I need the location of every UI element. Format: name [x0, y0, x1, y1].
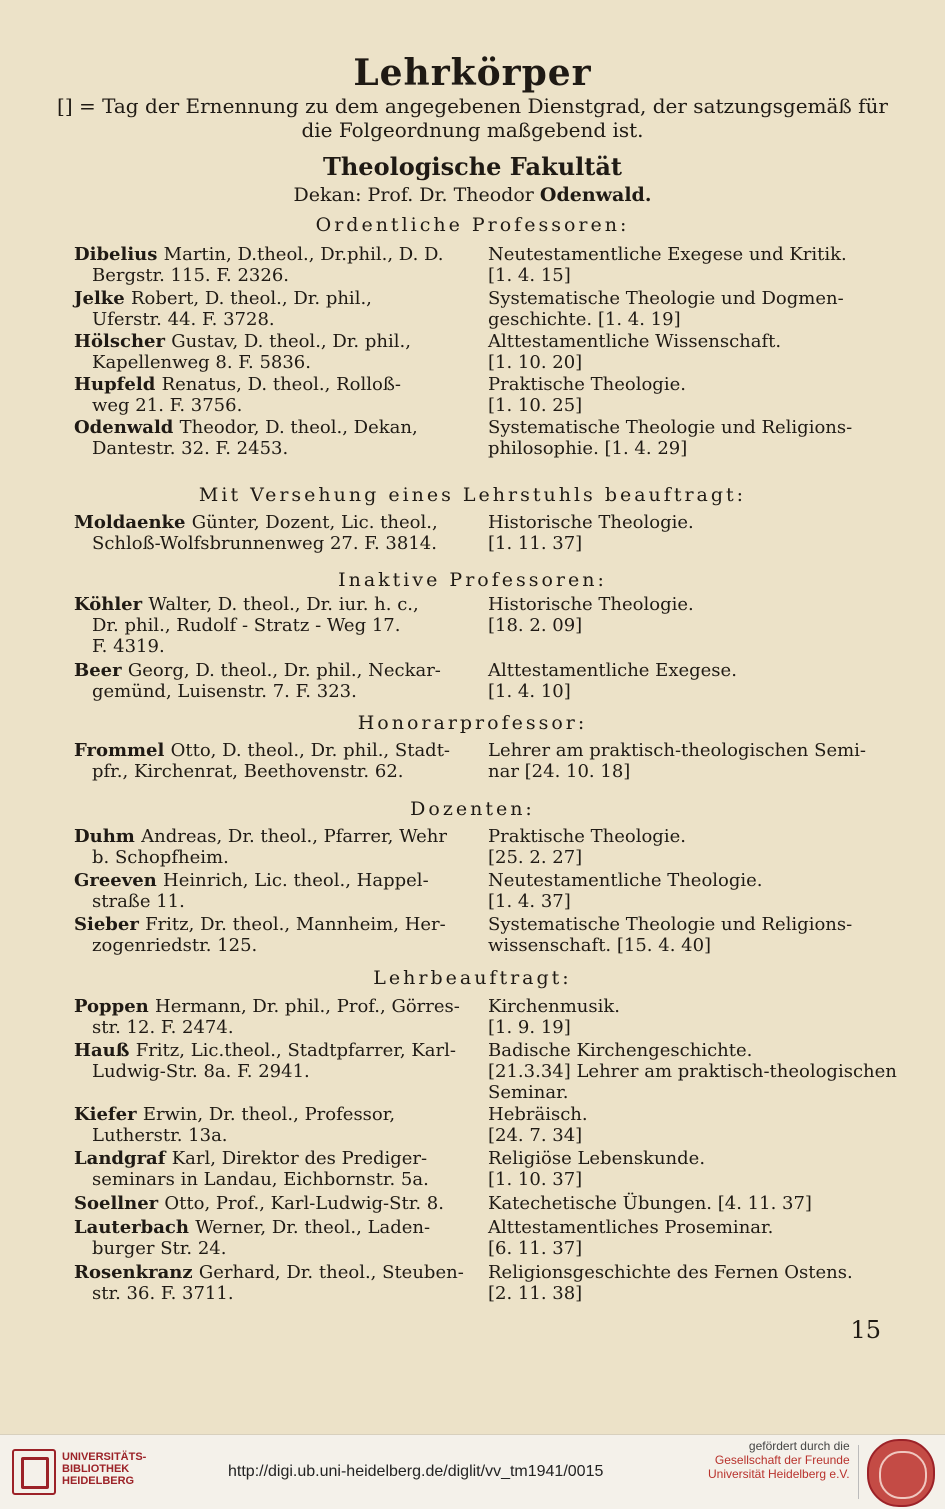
- entry-person: Hauß Fritz, Lic.theol., Stadtpfarrer, Karl- Ludwig-Str. 8a. F. 2941.: [74, 1040, 456, 1082]
- page-title: Lehrkörper: [353, 52, 592, 94]
- entry-subject: Kirchenmusik. [1. 9. 19]: [488, 996, 621, 1038]
- entry-subject: Historische Theologie. [18. 2. 09]: [488, 594, 694, 636]
- entry-subject: Neutestamentliche Exegese und Kritik. [1. 4. 15]: [488, 244, 847, 286]
- entry-surname: Duhm: [74, 826, 142, 847]
- entry-subject: Praktische Theologie. [25. 2. 27]: [488, 826, 686, 868]
- university-seal-icon[interactable]: [867, 1439, 935, 1507]
- library-name[interactable]: UNIVERSITÄTS- BIBLIOTHEK HEIDELBERG: [62, 1451, 147, 1487]
- section-heading: Mit Versehung eines Lehrstuhls beauftragt:: [198, 484, 747, 506]
- entry-person: Lauterbach Werner, Dr. theol., Laden- burger Str. 24.: [74, 1217, 431, 1259]
- faculty-heading: Theologische Fakultät: [322, 152, 622, 181]
- entry-subject: Systematische Theologie und Religions- philosophie. [1. 4. 29]: [488, 417, 853, 459]
- entry-surname: Poppen: [74, 996, 156, 1017]
- entry-subject: Religiöse Lebenskunde. [1. 10. 37]: [488, 1148, 706, 1190]
- entry-person: Dibelius Martin, D.theol., Dr.phil., D. D. Bergstr. 115. F. 2326.: [74, 244, 444, 286]
- entry-subject: Katechetische Übungen. [4. 11. 37]: [488, 1193, 812, 1214]
- entry-surname: Hölscher: [74, 331, 172, 352]
- entry-surname: Soellner: [74, 1193, 165, 1214]
- entry-surname: Beer: [74, 660, 128, 681]
- entry-person: Kiefer Erwin, Dr. theol., Professor, Lutherstr. 13a.: [74, 1104, 396, 1146]
- entry-surname: Kiefer: [74, 1104, 143, 1125]
- sponsor-block[interactable]: [708, 1439, 850, 1481]
- date-note: [] = Tag der Ernennung zu dem angegebenen Dienstgrad, der satzungsgemäß für die Folgeordnung maßgebend ist.: [57, 94, 888, 142]
- entry-subject: Lehrer am praktisch-theologischen Semi- nar [24. 10. 18]: [488, 740, 867, 782]
- entry-surname: Sieber: [74, 914, 146, 935]
- entry-subject: Alttestamentliche Exegese. [1. 4. 10]: [488, 660, 737, 702]
- entry-person: Köhler Walter, D. theol., Dr. iur. h. c., Dr. phil., Rudolf - Stratz - Weg 17. F. 4319.: [74, 594, 419, 657]
- entry-subject: Badische Kirchengeschichte. [21.3.34] Lehrer am praktisch-theologischen Seminar.: [488, 1040, 897, 1103]
- entry-person: Odenwald Theodor, D. theol., Dekan, Dantestr. 32. F. 2453.: [74, 417, 418, 459]
- entry-surname: Lauterbach: [74, 1217, 196, 1238]
- entry-person: Frommel Otto, D. theol., Dr. phil., Stadt- pfr., Kirchenrat, Beethovenstr. 62.: [74, 740, 451, 782]
- dean-label: Dekan: Prof. Dr. Theodor: [293, 184, 540, 206]
- entry-subject: Religionsgeschichte des Fernen Ostens. [2. 11. 38]: [488, 1262, 853, 1304]
- entry-person: Landgraf Karl, Direktor des Prediger- seminars in Landau, Eichbornstr. 5a.: [74, 1148, 429, 1190]
- entry-person: Greeven Heinrich, Lic. theol., Happel- straße 11.: [74, 870, 429, 912]
- entry-surname: Köhler: [74, 594, 149, 615]
- entry-subject: Neutestamentliche Theologie. [1. 4. 37]: [488, 870, 763, 912]
- entry-surname: Landgraf: [74, 1148, 172, 1169]
- entry-person: Moldaenke Günter, Dozent, Lic. theol., Schloß-Wolfsbrunnenweg 27. F. 3814.: [74, 512, 438, 554]
- entry-person: Hölscher Gustav, D. theol., Dr. phil., Kapellenweg 8. F. 5836.: [74, 331, 411, 373]
- document-url[interactable]: http://digi.ub.uni-heidelberg.de/diglit/vv_tm1941/0015: [228, 1463, 604, 1480]
- entry-surname: Dibelius: [74, 244, 164, 265]
- entry-person: Beer Georg, D. theol., Dr. phil., Neckar- gemünd, Luisenstr. 7. F. 323.: [74, 660, 441, 702]
- section-heading: Honorarprofessor:: [357, 712, 588, 734]
- entry-subject: Systematische Theologie und Religions- wissenschaft. [15. 4. 40]: [488, 914, 853, 956]
- footer-divider: [858, 1445, 859, 1499]
- entry-surname: Hupfeld: [74, 374, 162, 395]
- sponsor-label: gefördert durch die: [748, 1439, 850, 1453]
- entry-person: Hupfeld Renatus, D. theol., Rolloß- weg 21. F. 3756.: [74, 374, 401, 416]
- entry-surname: Greeven: [74, 870, 164, 891]
- footer-bar: [0, 1434, 945, 1509]
- library-logo-icon[interactable]: [12, 1449, 56, 1495]
- entry-person: Poppen Hermann, Dr. phil., Prof., Görres- str. 12. F. 2474.: [74, 996, 460, 1038]
- entry-subject: Systematische Theologie und Dogmen- geschichte. [1. 4. 19]: [488, 288, 844, 330]
- entry-person: Duhm Andreas, Dr. theol., Pfarrer, Wehr b. Schopfheim.: [74, 826, 447, 868]
- entry-subject: Alttestamentliche Wissenschaft. [1. 10. 20]: [488, 331, 782, 373]
- entry-subject: Praktische Theologie. [1. 10. 25]: [488, 374, 686, 416]
- entry-subject: Historische Theologie. [1. 11. 37]: [488, 512, 694, 554]
- entry-surname: Jelke: [74, 288, 131, 309]
- entry-surname: Odenwald: [74, 417, 180, 438]
- sponsor-name: Gesellschaft der Freunde Universität Heidelberg e.V.: [708, 1453, 850, 1481]
- entry-surname: Frommel: [74, 740, 171, 761]
- section-heading: Lehrbeauftragt:: [373, 967, 572, 989]
- entry-person: Soellner Otto, Prof., Karl-Ludwig-Str. 8.: [74, 1193, 444, 1214]
- section-heading: Ordentliche Professoren:: [315, 214, 630, 236]
- entry-person: Rosenkranz Gerhard, Dr. theol., Steuben- str. 36. F. 3711.: [74, 1262, 464, 1304]
- dean-name: Odenwald.: [539, 184, 652, 206]
- entry-person: Jelke Robert, D. theol., Dr. phil., Uferstr. 44. F. 3728.: [74, 288, 372, 330]
- entry-subject: Alttestamentliches Proseminar. [6. 11. 37]: [488, 1217, 774, 1259]
- entry-subject: Hebräisch. [24. 7. 34]: [488, 1104, 588, 1146]
- entry-surname: Moldaenke: [74, 512, 192, 533]
- page-number: 15: [850, 1316, 881, 1344]
- entry-person: Sieber Fritz, Dr. theol., Mannheim, Her- zogenriedstr. 125.: [74, 914, 446, 956]
- entry-surname: Rosenkranz: [74, 1262, 199, 1283]
- entry-surname: Hauß: [74, 1040, 136, 1061]
- section-heading: Dozenten:: [410, 798, 535, 820]
- dean-line: [40, 184, 905, 206]
- section-heading: Inaktive Professoren:: [338, 569, 607, 591]
